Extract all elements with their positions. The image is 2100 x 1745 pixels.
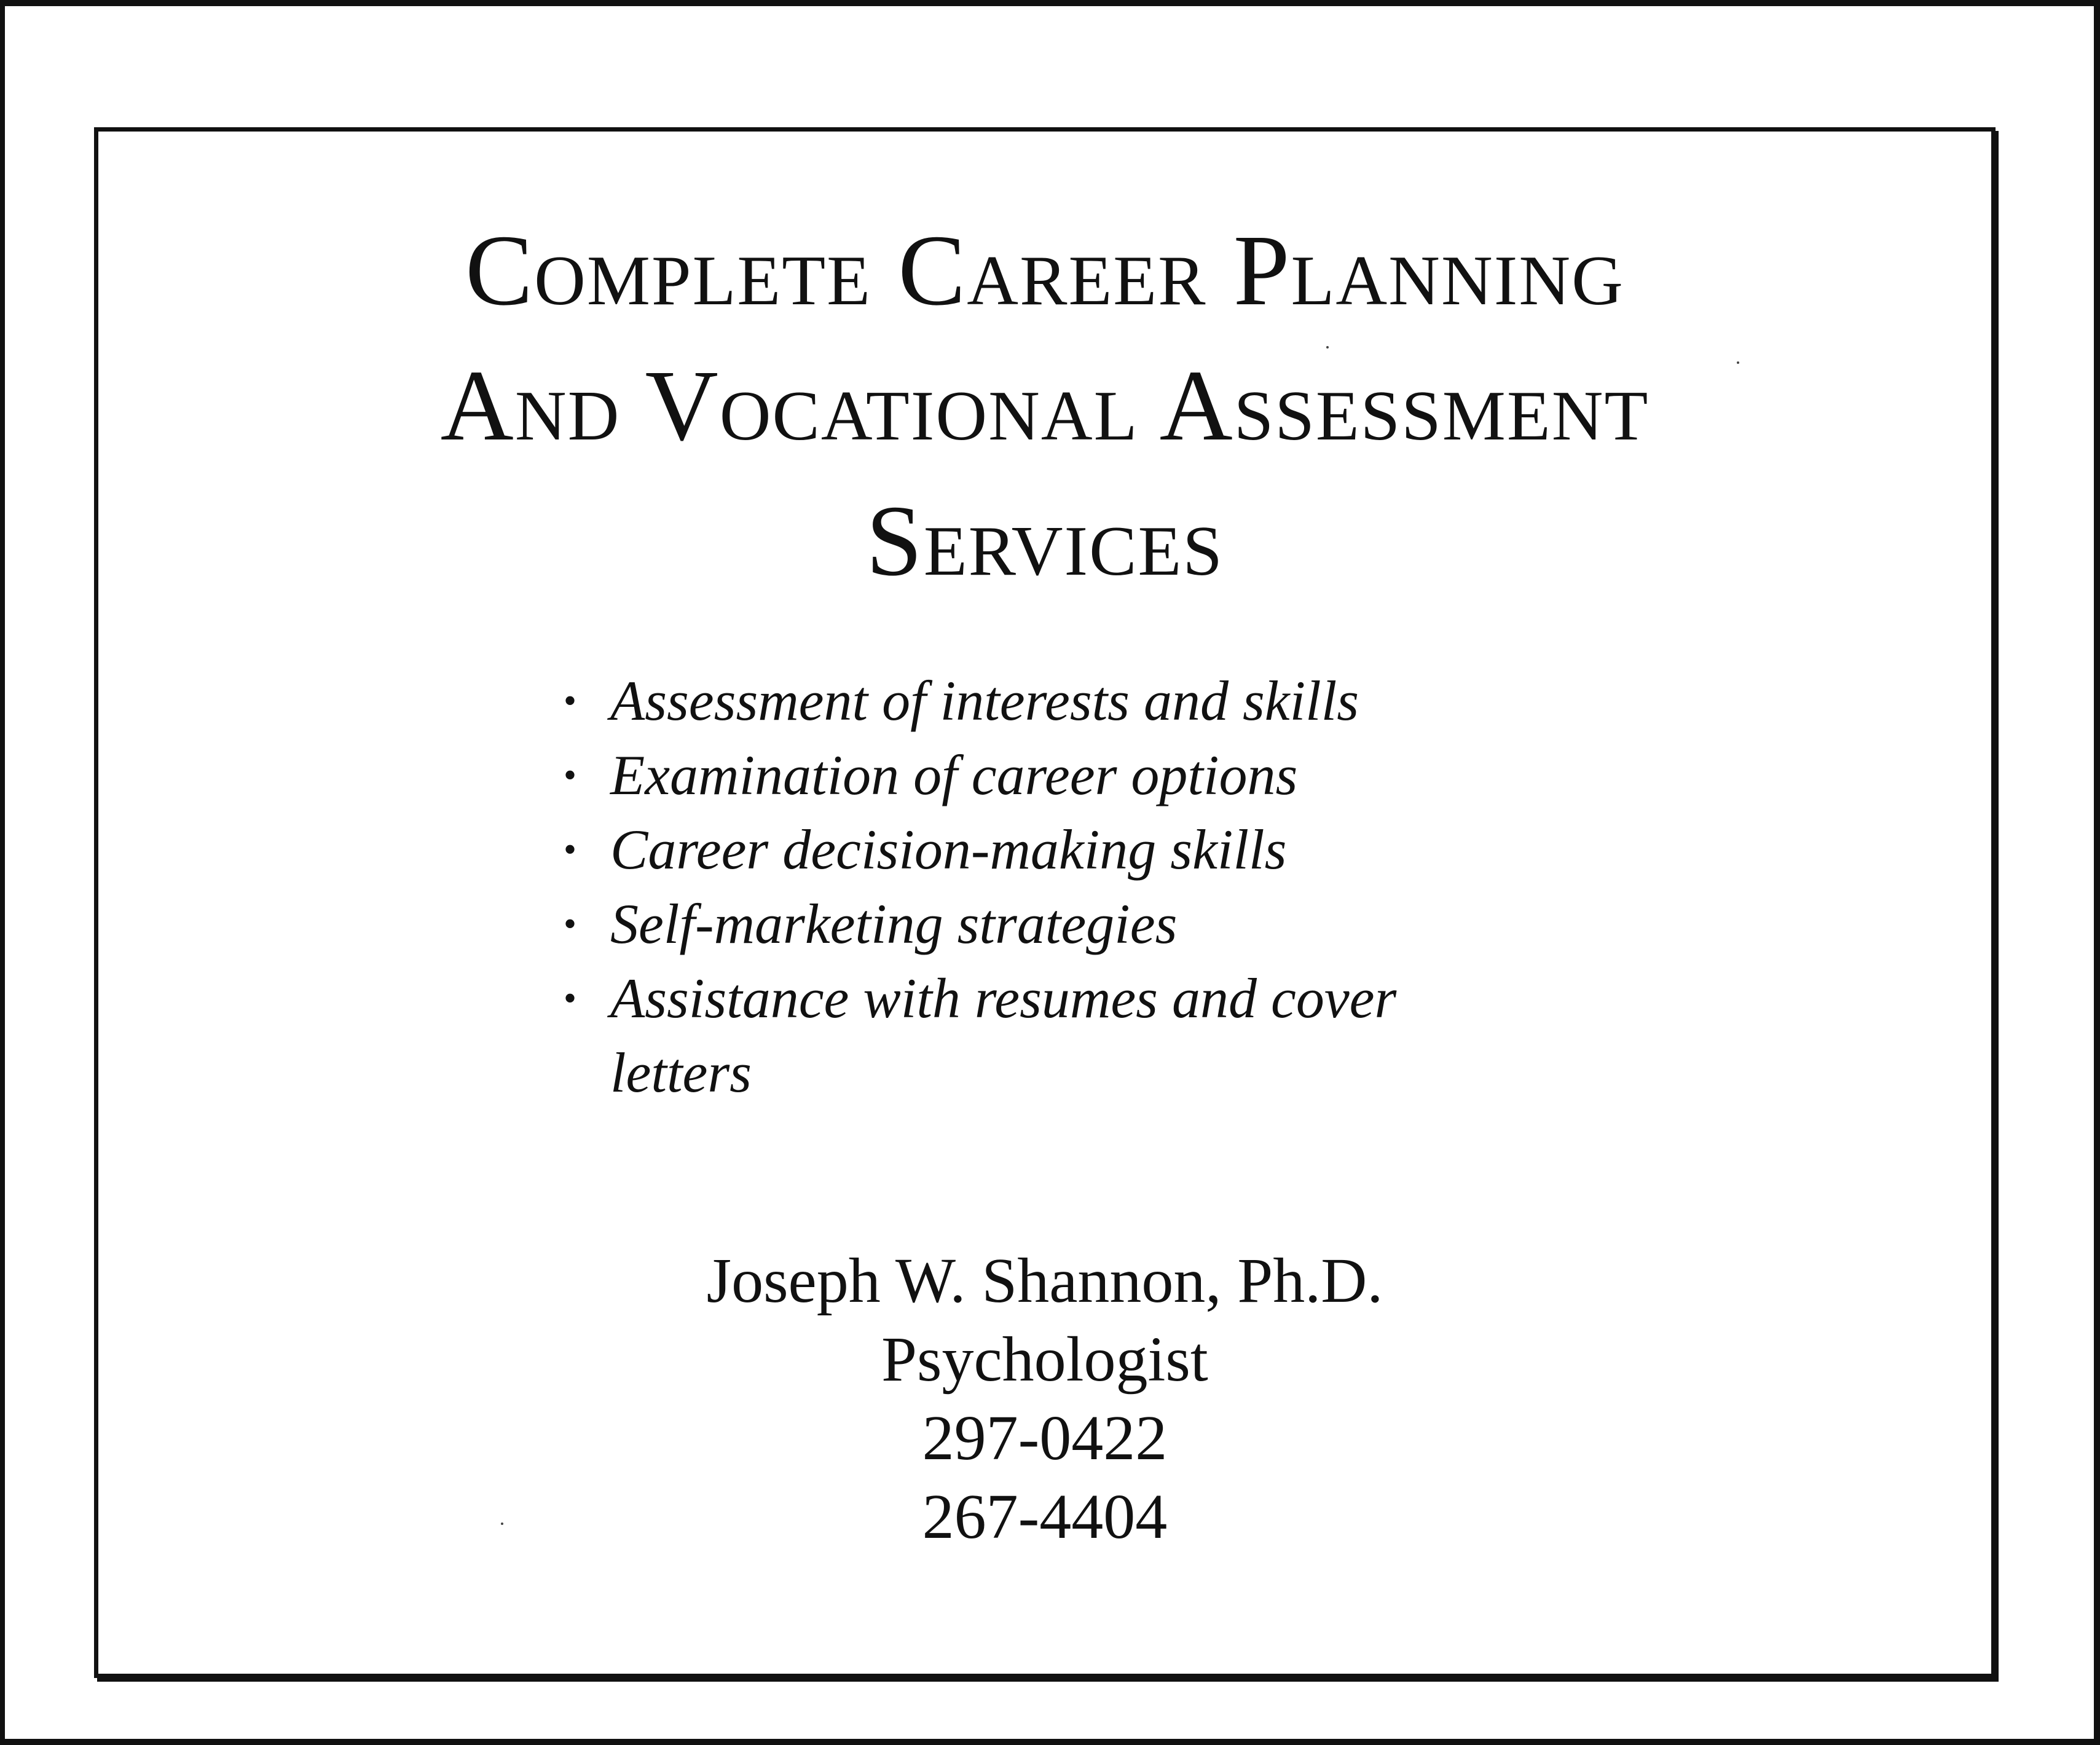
headline-line-2: And Vocational Assessment bbox=[440, 349, 1650, 462]
list-item bbox=[556, 887, 1662, 961]
service-item: Self-marketing strategies bbox=[610, 892, 1178, 955]
service-item: Career decision-making skills bbox=[610, 818, 1287, 881]
headline-line-3: Services bbox=[866, 484, 1224, 597]
scan-speck bbox=[501, 1522, 503, 1525]
contact-phone-2: 267-4404 bbox=[922, 1481, 1168, 1552]
scan-speck bbox=[1737, 361, 1739, 364]
bullet-icon: • bbox=[564, 904, 577, 944]
contact-title: Psychologist bbox=[881, 1324, 1208, 1395]
service-item: Examination of career options bbox=[610, 744, 1298, 806]
list-item bbox=[556, 813, 1662, 887]
headline-line-1: Complete Career Planning bbox=[465, 214, 1624, 326]
services-list bbox=[556, 664, 1662, 1110]
bullet-icon: • bbox=[564, 829, 577, 870]
list-item bbox=[556, 961, 1662, 1110]
contact-name: Joseph W. Shannon, Ph.D. bbox=[706, 1245, 1383, 1316]
list-item bbox=[556, 664, 1662, 738]
advertisement-headline bbox=[94, 209, 1996, 602]
scan-speck bbox=[1326, 346, 1329, 349]
bullet-icon: • bbox=[564, 978, 577, 1018]
list-item bbox=[556, 738, 1662, 813]
contact-phone-1: 297-0422 bbox=[922, 1403, 1168, 1473]
contact-block bbox=[94, 1242, 1996, 1556]
service-item: Assistance with resumes and cover letters bbox=[610, 967, 1397, 1104]
bullet-icon: • bbox=[564, 755, 577, 795]
service-item: Assessment of interests and skills bbox=[610, 669, 1359, 732]
bullet-icon: • bbox=[564, 680, 577, 721]
